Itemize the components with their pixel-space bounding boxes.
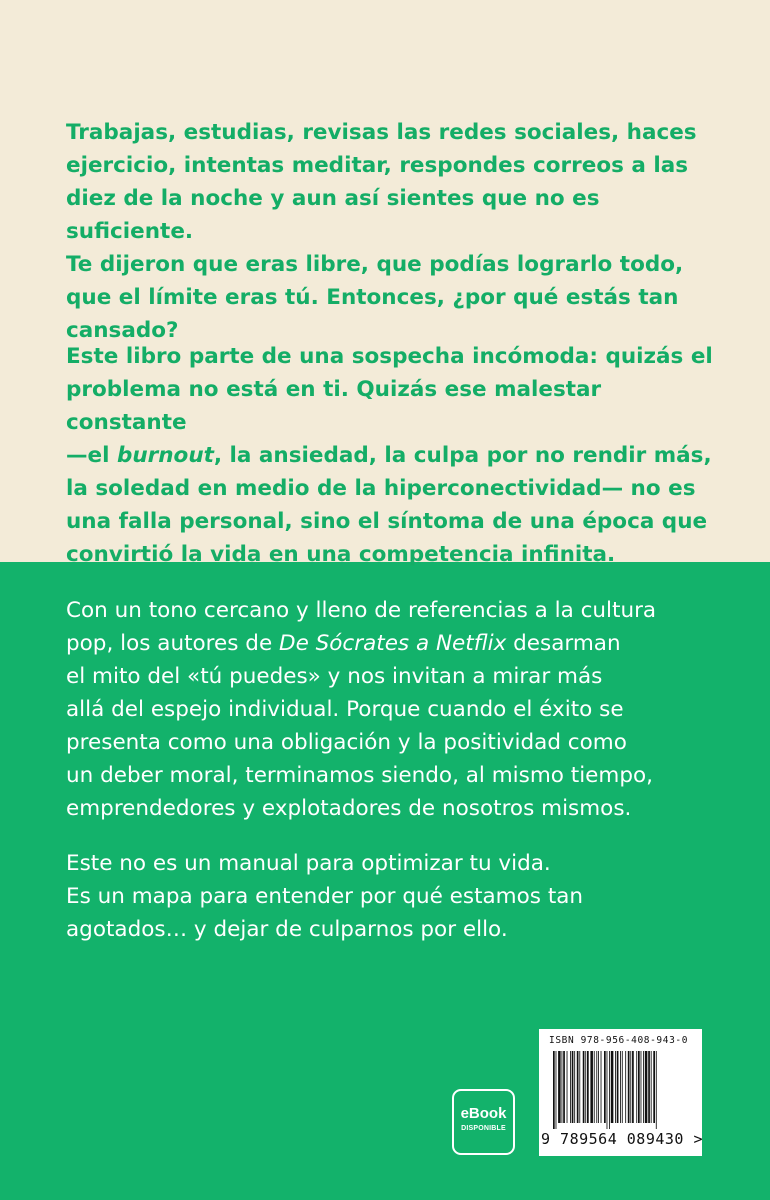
blurb-line: el mito del «tú puedes» y nos invitan a mirar más: [66, 664, 603, 689]
ebook-badge-title: eBook: [460, 1105, 507, 1122]
blurb-paragraph-4: [66, 847, 726, 946]
blurb-line: Con un tono cercano y lleno de referencias a la cultura: [66, 598, 657, 623]
book-title-reference: De Sócrates a Netflix: [279, 631, 507, 656]
blurb-paragraph-3: [66, 594, 726, 825]
text-run: , la ansiedad, la culpa por no rendir más,: [213, 443, 712, 468]
ebook-badge-subtitle: DISPONIBLE: [461, 1125, 506, 1132]
blurb-line: emprendedores y explotadores de nosotros mismos.: [66, 796, 632, 821]
ebook-badge: [452, 1089, 515, 1155]
blurb-line: Este no es un manual para optimizar tu vida.: [66, 851, 551, 876]
blurb-line: presenta como una obligación y la positividad como: [66, 730, 627, 755]
blurb-line: Es un mapa para entender por qué estamos tan: [66, 884, 584, 909]
text-run: desarman: [506, 631, 621, 656]
blurb-line: agotados… y dejar de culparnos por ello.: [66, 917, 508, 942]
blurb-paragraph-2: [66, 340, 726, 571]
blurb-line: convirtió la vida en una competencia infinita.: [66, 542, 616, 567]
blurb-paragraph-1: [66, 116, 726, 347]
italic-term: burnout: [116, 443, 214, 468]
blurb-line: cansado?: [66, 318, 179, 343]
blurb-line: [66, 627, 726, 660]
isbn-number: ISBN 978-956-408-943-0: [549, 1035, 689, 1046]
blurb-line: una falla personal, sino el síntoma de una época que: [66, 509, 708, 534]
text-run: —el: [66, 443, 117, 468]
blurb-line: diez de la noche y aun así sientes que no es suficiente.: [66, 186, 600, 244]
blurb-line: Trabajas, estudias, revisas las redes sociales, haces: [66, 120, 697, 145]
barcode-box: [539, 1029, 702, 1156]
text-run: pop, los autores de: [66, 631, 280, 656]
blurb-line: Este libro parte de una sospecha incómoda: quizás el: [66, 344, 713, 369]
barcode-digits: 9 789564 089430 >: [541, 1130, 704, 1148]
blurb-line: la soledad en medio de la hiperconectividad— no es: [66, 476, 696, 501]
blurb-line: [66, 439, 726, 472]
blurb-line: Te dijeron que eras libre, que podías lograrlo todo,: [66, 252, 684, 277]
blurb-line: allá del espejo individual. Porque cuando el éxito se: [66, 697, 624, 722]
blurb-line: que el límite eras tú. Entonces, ¿por qué estás tan: [66, 285, 679, 310]
blurb-line: un deber moral, terminamos siendo, al mismo tiempo,: [66, 763, 653, 788]
barcode-icon: [553, 1051, 693, 1129]
blurb-line: ejercicio, intentas meditar, respondes correos a las: [66, 153, 689, 178]
blurb-line: problema no está en ti. Quizás ese malestar constante: [66, 377, 602, 435]
